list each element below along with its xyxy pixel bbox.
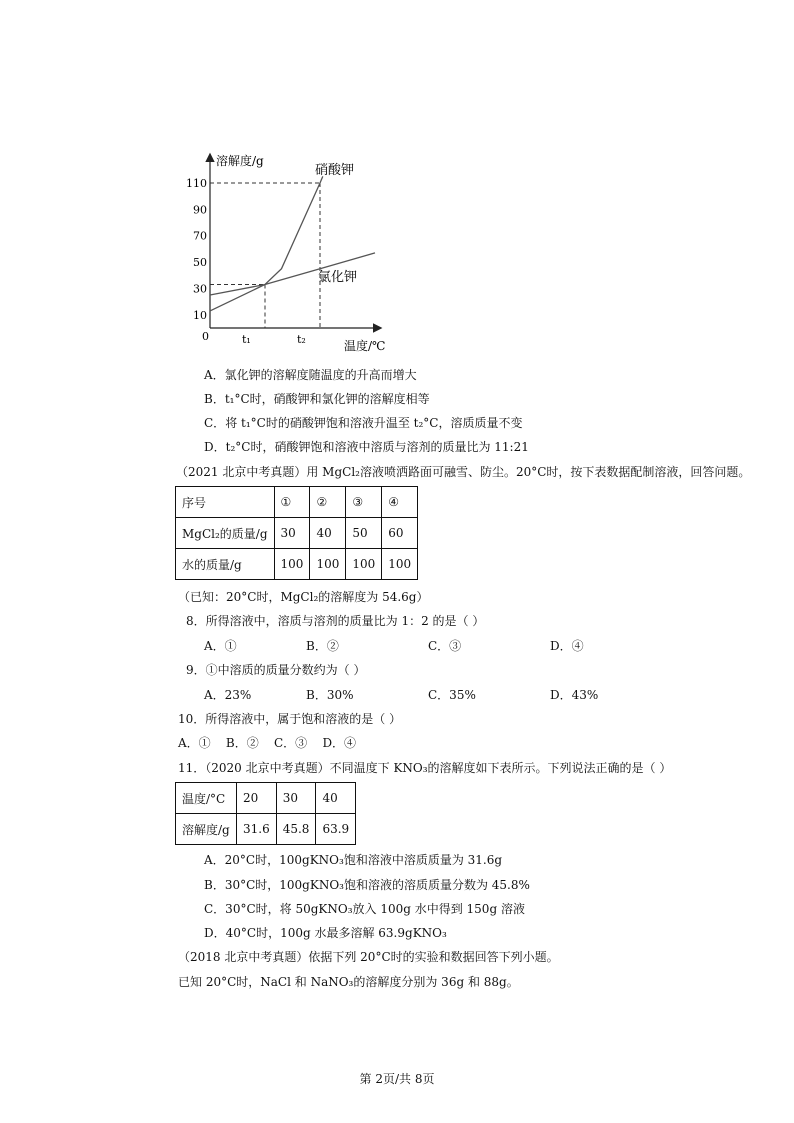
known-2018: 已知 20°C时，NaCl 和 NaNO₃的溶解度分别为 36g 和 88g。 [178,975,519,989]
table-cell: ④ [382,487,418,518]
q11-option-a: A．20°C时，100gKNO₃饱和溶液中溶质质量为 31.6g [204,853,503,867]
q9-option-a: A．23% [204,688,252,702]
x-axis-label: 温度/℃ [344,339,386,353]
table-cell: 30 [274,518,310,549]
table-cell: 45.8 [276,814,316,845]
q10-options: A．① B．② C．③ D．④ [178,736,357,750]
q8-option-c: C．③ [428,639,462,653]
table-cell: 100 [382,549,418,580]
table-row [176,814,356,845]
y-tick-label: 50 [193,256,207,270]
y-tick-label: 70 [193,229,207,243]
table-row [176,487,418,518]
table-row [176,549,418,580]
x-tick-t1: t₁ [242,333,251,346]
y-tick-label: 110 [186,177,207,190]
q10-stem: 10．所得溶液中，属于饱和溶液的是（ ） [178,712,402,726]
table-cell: 20 [237,783,277,814]
known-2021: （已知：20°C时，MgCl₂的溶解度为 54.6g） [178,590,429,604]
q11-stem: 11．（2020 北京中考真题）不同温度下 KNO₃的溶解度如下表所示。下列说法正确的是（ ） [178,761,672,775]
solubility-chart [180,145,400,360]
q7-option-b: B．t₁°C时，硝酸钾和氯化钾的溶解度相等 [204,392,430,406]
table-row [176,783,356,814]
table-cell: 水的质量/g [176,549,275,580]
page-footer: 第 2页/共 8页 [359,1072,435,1086]
q8-option-a: A．① [204,639,237,653]
q8-stem: 8．所得溶液中，溶质与溶剂的质量比为 1：2 的是（ ） [186,614,485,628]
y-tick-label: 90 [193,203,207,217]
table-cell: 40 [310,518,346,549]
table-cell: ② [310,487,346,518]
table-cell: ③ [346,487,382,518]
q7-option-a: A．氯化钾的溶解度随温度的升高而增大 [204,368,417,382]
table-row [176,518,418,549]
q8-option-d: D．④ [550,639,584,653]
q9-stem: 9．①中溶质的质量分数约为（ ） [186,663,366,677]
table-cell: ① [274,487,310,518]
q7-option-c: C．将 t₁°C时的硝酸钾饱和溶液升温至 t₂°C，溶质质量不变 [204,416,523,430]
y-tick-label: 10 [193,308,207,322]
series-line-kno3 [210,176,323,311]
q9-option-b: B．30% [306,688,354,702]
table-cell: 100 [310,549,346,580]
table-cell: 50 [346,518,382,549]
y-tick-label: 30 [193,282,207,296]
table-cell: MgCl₂的质量/g [176,518,275,549]
series-label-kcl: 氯化钾 [318,270,358,285]
y-axis-label: 溶解度/g [216,154,264,168]
q9-option-c: C．35% [428,688,476,702]
q11-option-b: B．30°C时，100gKNO₃饱和溶液的溶质质量分数为 45.8% [204,878,530,892]
intro-2018: （2018 北京中考真题）依据下列 20°C时的实验和数据回答下列小题。 [178,950,559,964]
table-cell: 40 [316,783,356,814]
q11-option-d: D．40°C时，100g 水最多溶解 63.9gKNO₃ [204,926,447,940]
table-cell: 温度/°C [176,783,237,814]
q7-option-d: D．t₂°C时，硝酸钾饱和溶液中溶质与溶剂的质量比为 11:21 [204,440,529,454]
intro-2021: （2021 北京中考真题）用 MgCl₂溶液喷洒路面可融雪、防尘。20°C时，按下表数据配制溶液，回答问题。 [176,465,751,479]
mgcl2-table [175,486,418,580]
table-cell: 序号 [176,487,275,518]
table-cell: 100 [274,549,310,580]
x-tick-t2: t₂ [297,333,306,346]
q9-option-d: D．43% [550,688,599,702]
q8-option-b: B．② [306,639,339,653]
series-label-kno3: 硝酸钾 [315,163,355,178]
table-cell: 31.6 [237,814,277,845]
table-cell: 30 [276,783,316,814]
table-cell: 60 [382,518,418,549]
table-cell: 溶解度/g [176,814,237,845]
table-cell: 100 [346,549,382,580]
kno3-table [175,782,356,845]
q11-option-c: C．30°C时，将 50gKNO₃放入 100g 水中得到 150g 溶液 [204,902,525,916]
origin-label: 0 [202,330,209,343]
table-cell: 63.9 [316,814,356,845]
